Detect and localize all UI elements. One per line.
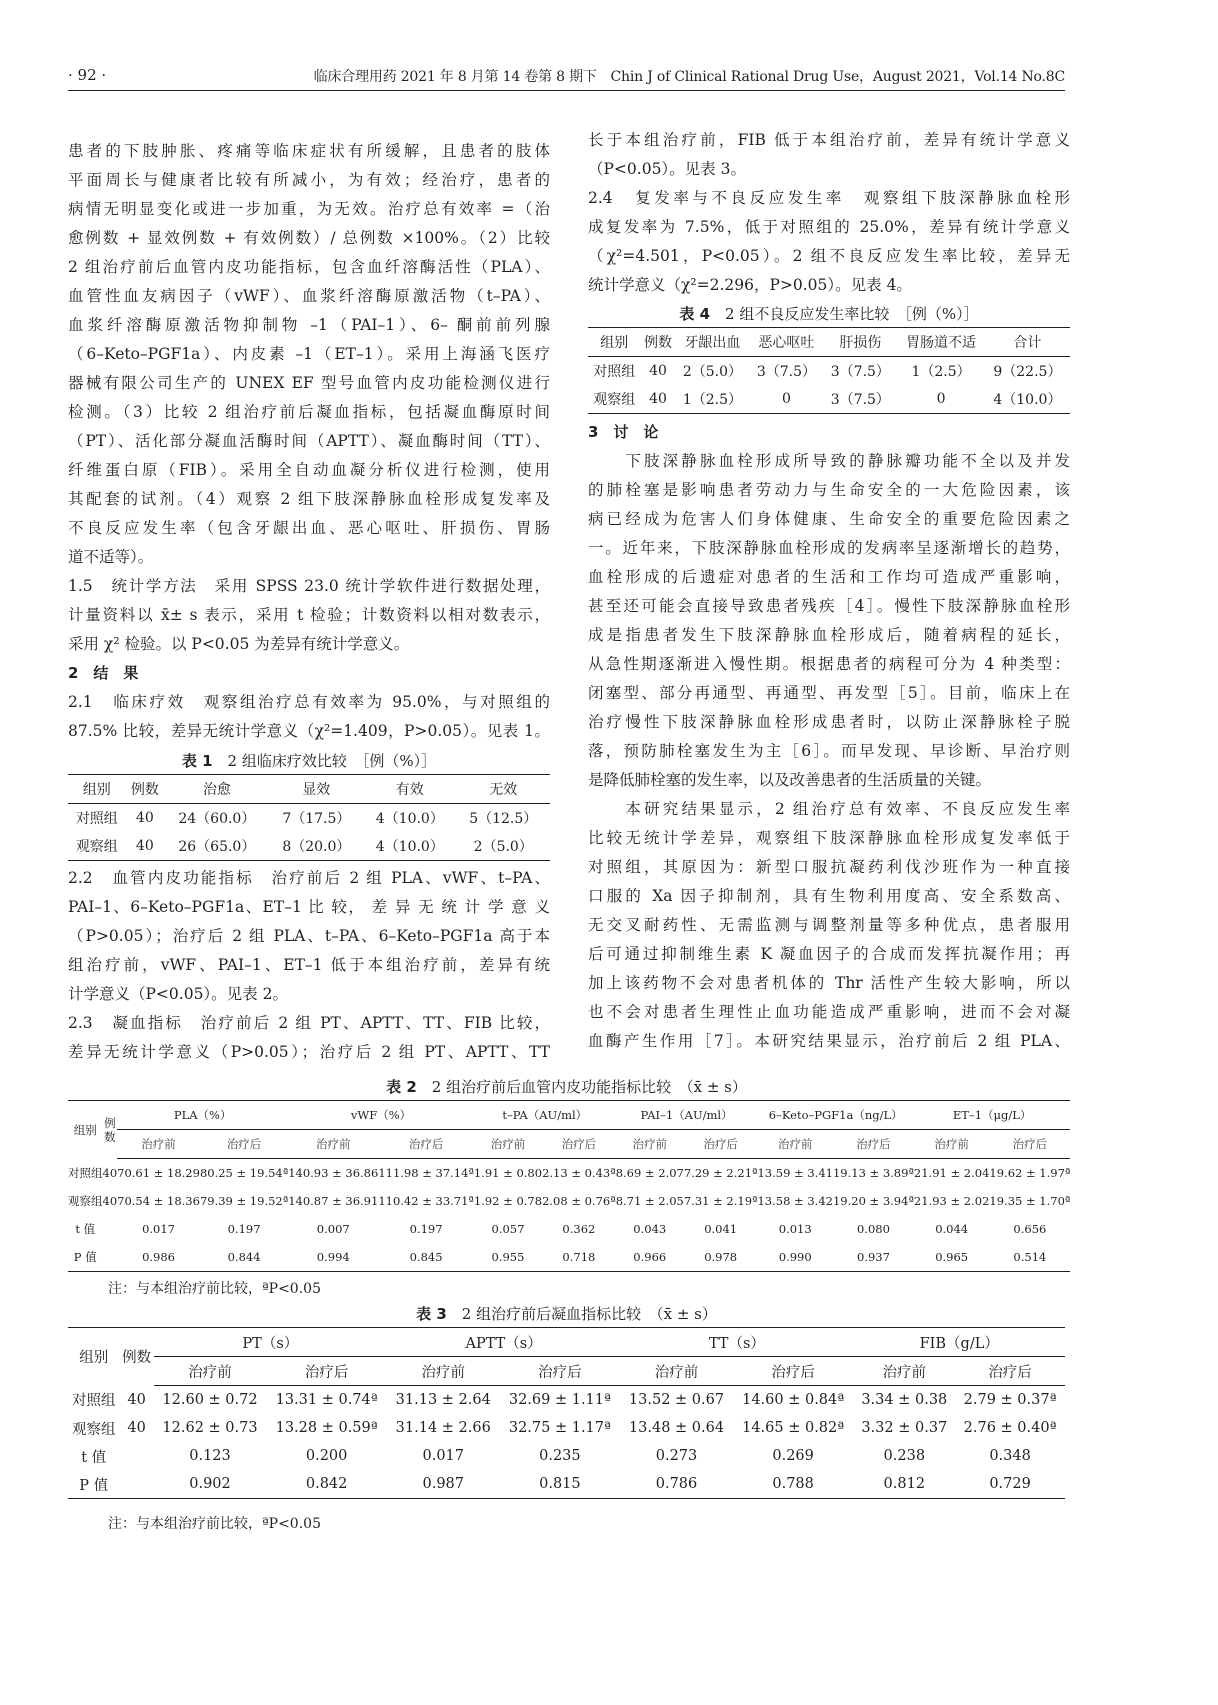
table-1 [68, 748, 550, 861]
table-cell: 0.788 [772, 1476, 814, 1492]
text-line: 采用 χ² 检验。以 P<0.05 为差异有统计学意义。 [68, 635, 410, 653]
table-1-caption [68, 748, 550, 774]
text-line: （6–Keto–PGF1a）、内皮素 –1（ET–1）。采用上海涵飞医疗 [68, 345, 550, 363]
table-cell: 40 [127, 1391, 146, 1408]
table-cell: 0.815 [539, 1476, 581, 1492]
indicator-header: PT（s） [154, 1328, 387, 1357]
text-line: 2 组治疗前后血管内皮功能指标，包含血纤溶酶活性（PLA）、 [68, 258, 550, 276]
table-cell: 7.31 ± 2.19ª [683, 1194, 758, 1208]
table-cell: 对照组 [68, 1165, 103, 1180]
table-label: 表 2 [386, 1078, 417, 1096]
table-row [68, 1215, 1070, 1243]
text-line: 2.1 临床疗效 观察组治疗总有效率为 95.0%，与对照组的 [68, 693, 550, 711]
table-cell: 0.514 [1013, 1250, 1047, 1264]
table-cell: 40 [127, 1420, 146, 1436]
column-header: 有效 [363, 775, 456, 804]
after-treatment-header: 治疗后 [200, 1130, 288, 1159]
table-row [68, 1243, 1070, 1272]
table-subheader-row [68, 1130, 1070, 1159]
text-line: 无交叉耐药性、无需监测与调整剂量等多种优点，患者服用 [588, 916, 1070, 934]
table-cell: 3（7.5） [830, 364, 890, 380]
text-line: 下肢深静脉血栓形成所导致的静脉瓣功能不全以及并发 [588, 452, 1070, 470]
table-cell: 0.057 [491, 1222, 525, 1236]
table-row [68, 804, 550, 833]
table-cell [103, 1243, 118, 1272]
table-cell: 13.59 ± 3.41 [757, 1166, 833, 1180]
table-cell: 80.25 ± 19.54ª [199, 1166, 289, 1180]
table-cell: 0.937 [856, 1250, 890, 1264]
table-cell: 19.35 ± 1.70ª [989, 1194, 1071, 1208]
table-cell: 对照组 [71, 1393, 116, 1410]
table-cell: 31.14 ± 2.66 [395, 1420, 491, 1436]
table-cell: 1（2.5） [911, 364, 971, 380]
column-header: 胃肠道不适 [897, 328, 984, 357]
table-cell: 观察组 [71, 1421, 116, 1438]
text-line: 愈例数 + 显效例数 + 有效例数）/ 总例数 ×100%。（2）比较 [68, 229, 550, 247]
after-treatment-header: 治疗后 [378, 1130, 474, 1159]
table-cell: 3.32 ± 0.37 [861, 1420, 948, 1436]
table-cell: 0.842 [305, 1476, 348, 1492]
column-header-group: 组别 [73, 1122, 97, 1137]
table-cell: 0.273 [655, 1448, 698, 1464]
table-cell: 0.200 [305, 1448, 348, 1464]
table-title: 2 组治疗前后凝血指标比较 （x̄ ± s） [461, 1305, 717, 1323]
table-cell: 0.235 [539, 1448, 581, 1464]
text-line: 对照组，其原因为：新型口服抗凝药利伐沙班作为一种直接 [588, 858, 1070, 876]
text-line: 是降低肺栓塞的发生率，以及改善患者的生活质量的关键。 [588, 771, 992, 789]
table-cell: 1.91 ± 0.80 [473, 1166, 543, 1180]
table-cell: 0.966 [633, 1250, 667, 1264]
indicator-header: FIB（g/L） [853, 1328, 1065, 1357]
table-row [588, 385, 1070, 414]
indicator-header: ET–1（μg/L） [914, 1101, 1070, 1130]
table-row [68, 1187, 1070, 1215]
table-title: 2 组临床疗效比较 ［例（%）］ [227, 752, 437, 770]
text-line: 2.3 凝血指标 治疗前后 2 组 PT、APTT、TT、FIB 比较， [68, 1014, 550, 1032]
text-line: （PT）、活化部分凝血活酶时间（APTT）、凝血酶时间（TT）、 [68, 432, 550, 450]
text-line: 血管性血友病因子（vWF）、血浆纤溶酶原激活物（t–PA）、 [68, 287, 550, 305]
table-cell: 0.656 [1013, 1222, 1047, 1236]
table-3-note: 注：与本组治疗前比较，ªP<0.05 [108, 1516, 321, 1532]
column-header: 无效 [457, 775, 550, 804]
table-cell: 对照组 [593, 364, 636, 380]
indicator-header: TT（s） [620, 1328, 853, 1357]
after-treatment-header: 治疗后 [500, 1357, 621, 1386]
table-cell: 对照组 [75, 811, 118, 827]
text-line: 病情无明显变化或进一步加重，为无效。治疗总有效率 =（治 [68, 200, 550, 218]
table-cell: 13.48 ± 0.64 [628, 1420, 725, 1436]
after-treatment-header: 治疗后 [833, 1130, 914, 1159]
left-column-text [68, 137, 550, 746]
table-cell: 0.729 [989, 1476, 1031, 1492]
text-line: 的肺栓塞是影响患者劳动力与生命安全的一大危险因素，该 [588, 481, 1070, 499]
table-cell: 2.13 ± 0.43ª [542, 1166, 616, 1180]
table-cell: 111.98 ± 37.14ª [378, 1166, 474, 1180]
text-line: 计量资料以 x̄± s 表示，采用 t 检验；计数资料以相对数表示， [68, 606, 550, 624]
before-treatment-header: 治疗前 [914, 1130, 989, 1159]
text-line: 组治疗前，vWF、PAI–1、ET–1 低于本组治疗前，差异有统 [68, 956, 550, 974]
after-treatment-header: 治疗后 [989, 1130, 1070, 1159]
table-cell: 19.20 ± 3.94ª [832, 1194, 914, 1208]
indicator-header: 6–Keto–PGF1a（ng/L） [757, 1101, 913, 1130]
text-line: 统计学意义（χ²=2.296，P>0.05）。见表 4。 [588, 276, 912, 294]
table-cell: 2.76 ± 0.40ª [963, 1420, 1057, 1436]
table-cell: P 值 [79, 1477, 109, 1494]
table-cell: 0.197 [409, 1222, 443, 1236]
table-cell: 13.28 ± 0.59ª [275, 1420, 378, 1436]
table-cell: 19.62 ± 1.97ª [989, 1166, 1071, 1180]
table-cell [119, 1442, 153, 1470]
table-cell: P 值 [73, 1250, 97, 1264]
after-treatment-header: 治疗后 [266, 1357, 387, 1386]
table-cell: 0.017 [422, 1448, 465, 1464]
column-header: 治愈 [164, 775, 270, 804]
table-cell: 3（7.5） [756, 364, 816, 380]
text-line: 从急性期逐渐进入慢性期。根据患者的病程可分为 4 种类型： [588, 655, 1070, 673]
table-header-row [588, 328, 1070, 357]
table-cell: 0.017 [142, 1222, 175, 1236]
indicator-header: APTT（s） [387, 1328, 620, 1357]
table-header-row [68, 1328, 1065, 1357]
table-cell: 0.080 [856, 1222, 890, 1236]
journal-citation: 临床合理用药 2021 年 8 月第 14 卷第 8 期下 Chin J of Clinical Rational Drug Use，August 2021，Vol.14 No.8C [313, 69, 1065, 85]
table-cell: 32.69 ± 1.11ª [508, 1392, 611, 1408]
text-line: 纤维蛋白原（FIB）。采用全自动血凝分析仪进行检测，使用 [68, 461, 550, 479]
before-treatment-header: 治疗前 [154, 1357, 267, 1386]
text-line: 计学意义（P<0.05）。见表 2。 [68, 985, 288, 1003]
section-heading: 3 讨 论 [588, 423, 659, 441]
before-treatment-header: 治疗前 [620, 1357, 733, 1386]
left-column-text-continued [68, 864, 550, 1067]
table-title: 2 组治疗前后血管内皮功能指标比较 （x̄ ± s） [431, 1078, 747, 1096]
text-line: 2.2 血管内皮功能指标 治疗前后 2 组 PLA、vWF、t–PA、 [68, 869, 550, 887]
table-cell: 0 [781, 391, 791, 407]
table-cell: 0.955 [491, 1250, 525, 1264]
column-header-group: 组别 [79, 1350, 109, 1367]
table-cell: 0.986 [142, 1250, 175, 1264]
right-column-text [588, 126, 1070, 300]
text-line: 患者的下肢肿胀、疼痛等临床症状有所缓解，且患者的肢体 [68, 142, 550, 160]
text-line: 长于本组治疗前，FIB 低于本组治疗前，差异有统计学意义 [588, 131, 1070, 149]
table-cell: 0.812 [883, 1476, 926, 1492]
table-cell: 0.197 [227, 1222, 261, 1236]
indicator-header: t–PA（AU/ml） [474, 1101, 616, 1130]
table-header-row [68, 1101, 1070, 1130]
table-cell: 13.58 ± 3.42 [757, 1194, 833, 1208]
table-3 [68, 1301, 1065, 1533]
table-cell: 8（20.0） [282, 839, 351, 855]
table-cell: 0.007 [316, 1222, 350, 1236]
text-line: 闭塞型、部分再通型、再通型、再发型［5］。目前，临床上在 [588, 684, 1070, 702]
after-treatment-header: 治疗后 [542, 1130, 616, 1159]
table-cell: 0.844 [227, 1250, 261, 1264]
table-row [588, 357, 1070, 386]
text-line: 1.5 统计学方法 采用 SPSS 23.0 统计学软件进行数据处理， [68, 577, 550, 595]
table-cell: 0.362 [562, 1222, 596, 1236]
table-cell: 8.71 ± 2.05 [615, 1194, 684, 1208]
table-cell: 9（22.5） [993, 364, 1062, 380]
table-cell [119, 1470, 153, 1499]
table-cell: 0.845 [409, 1250, 443, 1264]
table-cell: 40 [102, 1194, 118, 1208]
table-cell: 0.044 [935, 1222, 969, 1236]
before-treatment-header: 治疗前 [387, 1357, 500, 1386]
table-cell: t 值 [75, 1222, 96, 1236]
table-cell: 0.987 [422, 1476, 465, 1492]
column-header-n: 例数 [104, 1115, 116, 1144]
table-cell: 0.978 [704, 1250, 738, 1264]
column-header: 恶心呕吐 [749, 328, 823, 357]
table-2-note: 注：与本组治疗前比较，ªP<0.05 [108, 1281, 321, 1297]
text-line: 87.5% 比较，差异无统计学意义（χ²=1.409，P>0.05）。见表 1。 [68, 722, 550, 740]
text-line: 检测。（3）比较 2 组治疗前后凝血指标，包括凝血酶原时间 [68, 403, 550, 421]
text-line: 血浆纤溶酶原激活物抑制物 –1（PAI–1）、6– 酮前前列腺 [68, 316, 550, 334]
table-cell: 4（10.0） [993, 392, 1062, 408]
section-heading: 2 结 果 [68, 664, 139, 682]
table-cell: 13.31 ± 0.74ª [275, 1392, 378, 1408]
table-cell: 70.61 ± 18.29 [117, 1166, 200, 1180]
table-cell: 3.34 ± 0.38 [861, 1392, 948, 1408]
table-2 [68, 1074, 1071, 1298]
table-label: 表 3 [416, 1305, 447, 1323]
table-label: 表 4 [679, 305, 711, 323]
column-header-n: 例数 [122, 1350, 152, 1367]
table-cell: 0.238 [883, 1448, 926, 1464]
text-line: 其配套的试剂。（4）观察 2 组下肢深静脉血栓形成复发率及 [68, 490, 550, 508]
table-cell: 19.13 ± 3.89ª [832, 1166, 914, 1180]
column-header: 例数 [126, 775, 164, 804]
text-line: 后可通过抑制维生素 K 凝血因子的合成而发挥抗凝作用；再 [588, 945, 1070, 963]
text-line: 道不适等）。 [68, 548, 154, 566]
table-cell: 14.65 ± 0.82ª [742, 1420, 845, 1436]
text-line: 血酶产生作用［7］。本研究结果显示，治疗前后 2 组 PLA、 [588, 1032, 1070, 1050]
column-header: 例数 [640, 328, 675, 357]
table-title: 2 组不良反应发生率比较 ［例（%）］ [725, 305, 979, 323]
table-cell: 0.990 [778, 1250, 812, 1264]
table-cell: 110.42 ± 33.71ª [378, 1194, 474, 1208]
table-cell: 1.92 ± 0.78 [473, 1194, 543, 1208]
text-line: 成复发率为 7.5%，低于对照组的 25.0%，差异有统计学意义 [588, 218, 1070, 236]
table-header-row [68, 775, 550, 804]
table-cell: 0.013 [778, 1222, 812, 1236]
text-line: 也不会对患者生理性止血功能造成严重影响，进而不会对凝 [588, 1003, 1070, 1021]
column-header: 肝损伤 [823, 328, 897, 357]
table-cell: 21.93 ± 2.02 [913, 1194, 990, 1208]
table-cell: 7（17.5） [282, 811, 351, 827]
text-line: 病已经成为危害人们身体健康、生命安全的重要危险因素之 [588, 510, 1070, 528]
table-cell: 5（12.5） [469, 811, 538, 827]
column-header: 组别 [588, 328, 640, 357]
table-row [68, 1414, 1065, 1442]
table-4 [588, 301, 1070, 414]
table-cell: 0.718 [562, 1250, 596, 1264]
table-cell: 21.91 ± 2.04 [913, 1166, 990, 1180]
table-cell: 40 [135, 838, 154, 854]
text-line: 器械有限公司生产的 UNEX EF 型号血管内皮功能检测仪进行 [68, 374, 550, 392]
table-cell: 3（7.5） [830, 392, 890, 408]
table-3-caption [68, 1301, 1065, 1327]
table-cell: 24（60.0） [178, 811, 256, 827]
table-label: 表 1 [181, 752, 213, 770]
before-treatment-header: 治疗前 [853, 1357, 955, 1386]
table-4-caption [588, 301, 1070, 327]
table-cell: 0.348 [989, 1448, 1031, 1464]
text-line: 口服的 Xa 因子抑制剂，具有生物利用度高、安全系数高、 [588, 887, 1070, 905]
table-cell: 8.69 ± 2.07 [615, 1166, 684, 1180]
table-cell: 0.902 [189, 1476, 231, 1492]
column-header: 牙龈出血 [675, 328, 749, 357]
table-cell: 40 [649, 363, 667, 379]
table-cell: 0.043 [633, 1222, 667, 1236]
table-cell: 0.269 [772, 1448, 814, 1464]
text-line: 成是指患者发生下肢深静脉血栓形成后，随着病程的延长， [588, 626, 1070, 644]
text-line: 治疗慢性下肢深静脉血栓形成患者时，以防止深静脉栓子脱 [588, 713, 1070, 731]
table-cell: 70.54 ± 18.36 [117, 1194, 200, 1208]
text-line: 加上该药物不会对患者机体的 Thr 活性产生较大影响，所以 [588, 974, 1070, 992]
table-row [68, 1386, 1065, 1415]
table-cell: 12.60 ± 0.72 [162, 1392, 258, 1408]
table-cell: 观察组 [75, 839, 118, 855]
table-cell: 7.29 ± 2.21ª [683, 1166, 758, 1180]
table-cell: 79.39 ± 19.52ª [199, 1194, 289, 1208]
after-treatment-header: 治疗后 [684, 1130, 758, 1159]
table-2-caption [68, 1074, 1065, 1100]
before-treatment-header: 治疗前 [757, 1130, 832, 1159]
text-line: 2.4 复发率与不良反应发生率 观察组下肢深静脉血栓形 [588, 189, 1070, 207]
text-line: PAI–1、6–Keto–PGF1a、ET–1 比 较， 差 异 无 统 计 学 意 义 [68, 898, 550, 916]
table-cell: 32.75 ± 1.17ª [508, 1420, 611, 1436]
text-line: （χ²=4.501，P<0.05）。2 组不良反应发生率比较，差异无 [588, 247, 1070, 265]
column-header: 组别 [68, 775, 126, 804]
table-cell: 观察组 [68, 1194, 103, 1208]
table-cell: 观察组 [593, 392, 636, 408]
column-header: 显效 [270, 775, 363, 804]
text-line: 甚至还可能会直接导致患者残疾［4］。慢性下肢深静脉血栓形 [588, 597, 1070, 615]
table-cell: 40 [649, 391, 667, 407]
before-treatment-header: 治疗前 [616, 1130, 684, 1159]
text-line: （P<0.05）。见表 3。 [588, 160, 746, 178]
column-header: 合计 [985, 328, 1070, 357]
table-cell: 0.123 [189, 1448, 231, 1464]
table-cell: 4（10.0） [375, 811, 444, 827]
table-cell: 26（65.0） [178, 839, 256, 855]
table-cell: 0 [936, 391, 946, 407]
table-cell: 2（5.0） [473, 839, 533, 855]
after-treatment-header: 治疗后 [733, 1357, 854, 1386]
table-cell: 2.08 ± 0.76ª [542, 1194, 616, 1208]
text-line: 落，预防肺栓塞发生为主［6］。而早发现、早诊断、早治疗则 [588, 742, 1070, 760]
table-cell: 40 [135, 810, 154, 826]
table-cell: 13.52 ± 0.67 [628, 1392, 725, 1408]
text-line: 比较无统计学差异，观察组下肢深静脉血栓形成复发率低于 [588, 829, 1070, 847]
table-cell: 140.87 ± 36.91 [288, 1194, 379, 1208]
table-cell: 0.994 [316, 1250, 350, 1264]
table-subheader-row [68, 1357, 1065, 1386]
before-treatment-header: 治疗前 [288, 1130, 378, 1159]
table-row [68, 1442, 1065, 1470]
after-treatment-header: 治疗后 [955, 1357, 1065, 1386]
text-line: 本研究结果显示，2 组治疗总有效率、不良反应发生率 [588, 800, 1070, 818]
table-cell: 1（2.5） [682, 392, 743, 408]
table-cell: 2.79 ± 0.37ª [963, 1392, 1057, 1408]
text-line: （P>0.05）；治疗后 2 组 PLA、t–PA、6–Keto–PGF1a 高于本 [68, 927, 550, 945]
before-treatment-header: 治疗前 [117, 1130, 200, 1159]
indicator-header: PAI–1（AU/ml） [616, 1101, 758, 1130]
page-number: · 92 · [68, 66, 107, 84]
text-line: 一。近年来，下肢深静脉血栓形成的发病率呈逐渐增长的趋势， [588, 539, 1070, 557]
table-row [68, 832, 550, 861]
table-row [68, 1159, 1070, 1188]
text-line: 差异无统计学意义（P>0.05）；治疗后 2 组 PT、APTT、TT [68, 1043, 550, 1061]
table-cell: 2（5.0） [682, 364, 743, 380]
indicator-header: PLA（%） [117, 1101, 288, 1130]
table-cell: 4（10.0） [375, 839, 444, 855]
table-cell: t 值 [81, 1449, 107, 1466]
text-line: 不良反应发生率（包含牙龈出血、恶心呕吐、肝损伤、胃肠 [68, 519, 550, 537]
table-cell: 14.60 ± 0.84ª [742, 1392, 845, 1408]
table-row [68, 1470, 1065, 1499]
running-header [68, 60, 1065, 91]
table-cell: 31.13 ± 2.64 [395, 1392, 491, 1408]
right-column-text-continued [588, 418, 1070, 1056]
before-treatment-header: 治疗前 [474, 1130, 542, 1159]
table-cell [103, 1215, 118, 1243]
text-line: 血栓形成的后遗症对患者的生活和工作均可造成严重影响， [588, 568, 1070, 586]
indicator-header: vWF（%） [288, 1101, 474, 1130]
table-cell: 0.786 [655, 1476, 698, 1492]
table-cell: 0.965 [935, 1250, 969, 1264]
table-cell: 40 [102, 1165, 118, 1180]
text-line: 平面周长与健康者比较有所减小，为有效；经治疗，患者的 [68, 171, 550, 189]
table-cell: 0.041 [704, 1222, 738, 1236]
table-cell: 12.62 ± 0.73 [162, 1420, 258, 1436]
table-cell: 140.93 ± 36.86 [288, 1166, 379, 1180]
